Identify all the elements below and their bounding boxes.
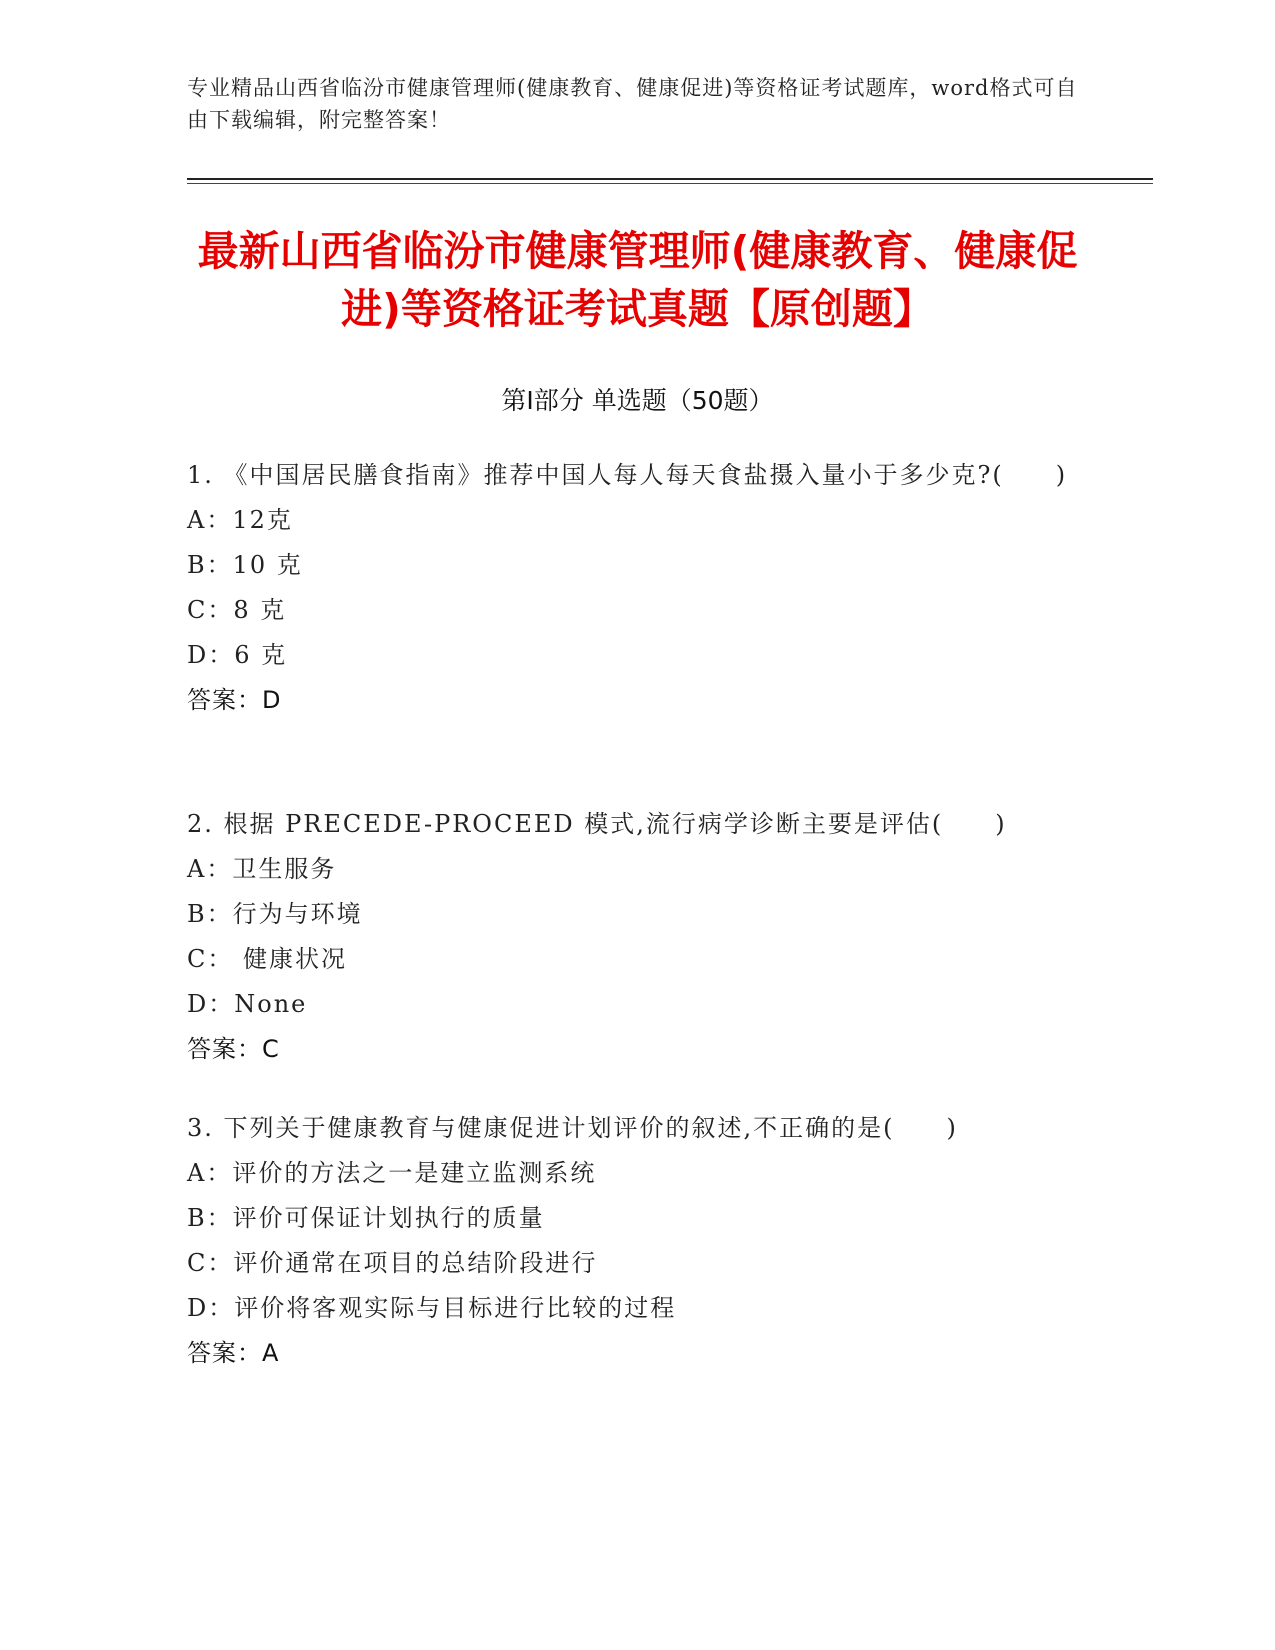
option-a: A：卫生服务 xyxy=(187,855,337,883)
option-d: D：6 克 xyxy=(187,641,288,669)
option-b: B：评价可保证计划执行的质量 xyxy=(187,1204,545,1232)
header-note: 专业精品山西省临汾市健康管理师(健康教育、健康促进)等资格证考试题库，word格式可自由下载编辑，附完整答案！ xyxy=(187,76,1078,132)
option-c: C：评价通常在项目的总结阶段进行 xyxy=(187,1249,598,1277)
option-b: B：10 克 xyxy=(187,551,303,579)
question-stem: 3. 下列关于健康教育与健康促进计划评价的叙述,不正确的是( ) xyxy=(187,1114,958,1142)
answer: 答案：D xyxy=(187,686,282,714)
option-c: C： 健康状况 xyxy=(187,945,347,973)
option-b: B：行为与环境 xyxy=(187,900,363,928)
answer: 答案：A xyxy=(187,1339,280,1367)
option-d: D：评价将客观实际与目标进行比较的过程 xyxy=(187,1294,677,1322)
header-divider xyxy=(187,178,1153,180)
question-3 xyxy=(187,1106,1087,1376)
option-a: A：评价的方法之一是建立监测系统 xyxy=(187,1159,597,1187)
question-1 xyxy=(187,453,1087,723)
option-a: A：12克 xyxy=(187,506,293,534)
question-stem: 1. 《中国居民膳食指南》推荐中国人每人每天食盐摄入量小于多少克?( ) xyxy=(187,461,1068,489)
question-stem: 2. 根据 PRECEDE-PROCEED 模式,流行病学诊断主要是评估( ) xyxy=(187,810,1007,838)
option-c: C：8 克 xyxy=(187,596,287,624)
question-2 xyxy=(187,802,1087,1072)
answer: 答案：C xyxy=(187,1035,280,1063)
header-divider-thin xyxy=(187,183,1153,184)
document-title: 最新山西省临汾市健康管理师(健康教育、健康促进)等资格证考试真题【原创题】 xyxy=(197,227,1078,333)
option-d: D：None xyxy=(187,990,308,1018)
section-title: 第Ⅰ部分 单选题（50题） xyxy=(501,386,774,415)
